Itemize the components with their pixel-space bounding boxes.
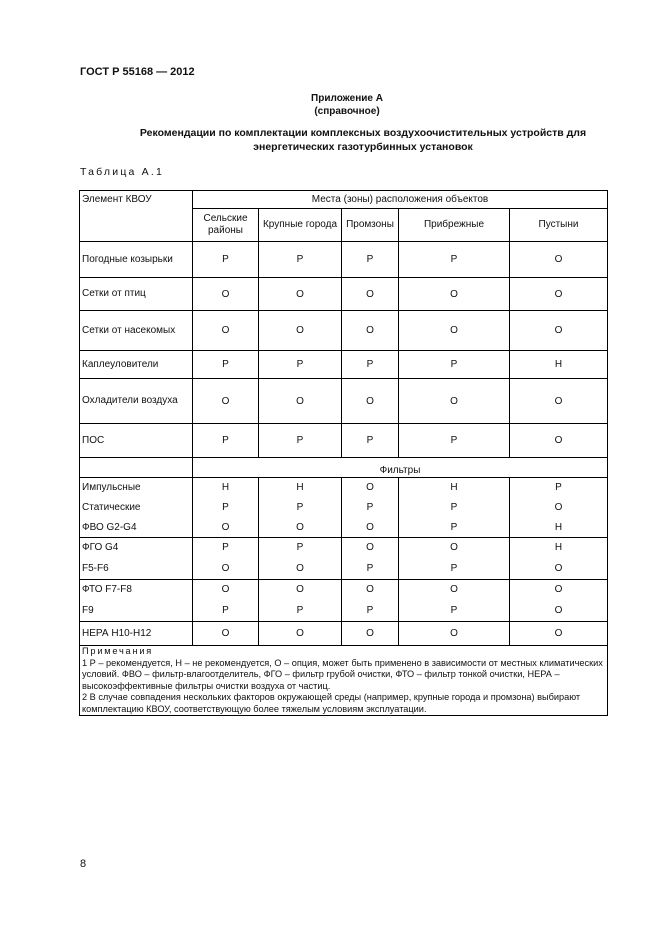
table-cell: Р bbox=[342, 498, 399, 518]
header-zone: Прибрежные bbox=[399, 209, 510, 242]
table-cell: Р bbox=[399, 242, 510, 278]
table-cell: О bbox=[193, 622, 259, 646]
table-cell: Р bbox=[399, 600, 510, 622]
header-zone: Промзоны bbox=[342, 209, 399, 242]
table-cell: Р bbox=[259, 498, 342, 518]
table-cell: О bbox=[259, 622, 342, 646]
table-cell: О bbox=[342, 622, 399, 646]
row-label: F9 bbox=[80, 600, 193, 622]
table-cell: О bbox=[259, 518, 342, 538]
row-label: Охладители воздуха bbox=[80, 379, 193, 424]
table-cell: О bbox=[399, 538, 510, 558]
row-label: Сетки от птиц bbox=[80, 278, 193, 311]
table-cell: О bbox=[342, 580, 399, 600]
row-label: Статические bbox=[80, 498, 193, 518]
table-cell: О bbox=[399, 278, 510, 311]
table-cell: О bbox=[510, 600, 608, 622]
table-cell: О bbox=[510, 498, 608, 518]
row-label: Импульсные bbox=[80, 478, 193, 498]
notes-block bbox=[80, 646, 608, 716]
table-cell: Р bbox=[193, 351, 259, 379]
table-cell: О bbox=[259, 311, 342, 351]
table-cell: О bbox=[510, 424, 608, 458]
table-row bbox=[80, 424, 608, 458]
header-zone: Пустыни bbox=[510, 209, 608, 242]
table-row bbox=[80, 600, 608, 622]
table-cell: Р bbox=[193, 538, 259, 558]
table-cell: О bbox=[510, 278, 608, 311]
table-cell: Н bbox=[259, 478, 342, 498]
table-cell: О bbox=[342, 478, 399, 498]
document-code: ГОСТ Р 55168 — 2012 bbox=[80, 66, 195, 78]
page-number: 8 bbox=[80, 858, 87, 870]
table-cell: О bbox=[399, 622, 510, 646]
note-item: 2 В случае совпадения нескольких факторов окружающей среды (например, крупные города и промзона) выбирают комплектацию КВОУ, соответствующую более тяжелым условиям эксплуатации. bbox=[82, 692, 581, 714]
table-cell: Н bbox=[399, 478, 510, 498]
row-label: НЕРА Н10-Н12 bbox=[80, 622, 193, 646]
table-cell: О bbox=[193, 311, 259, 351]
table-cell: О bbox=[399, 379, 510, 424]
table-cell: Р bbox=[259, 538, 342, 558]
table-row bbox=[80, 351, 608, 379]
table-cell: Р bbox=[399, 558, 510, 580]
row-label: ФГО G4 bbox=[80, 538, 193, 558]
table-cell: О bbox=[259, 379, 342, 424]
table-cell: О bbox=[342, 311, 399, 351]
table-cell: О bbox=[259, 558, 342, 580]
table-row bbox=[80, 478, 608, 498]
table-cell: Р bbox=[399, 518, 510, 538]
row-label: ПОС bbox=[80, 424, 193, 458]
table-cell: О bbox=[510, 242, 608, 278]
table-row bbox=[80, 622, 608, 646]
recommendations-table bbox=[79, 190, 608, 716]
annex-title: Приложение А bbox=[311, 93, 383, 104]
header-zone: Крупные города bbox=[259, 209, 342, 242]
table-cell: О bbox=[342, 278, 399, 311]
table-cell: Р bbox=[193, 498, 259, 518]
row-label: Сетки от насекомых bbox=[80, 311, 193, 351]
table-cell: О bbox=[259, 580, 342, 600]
filters-header-empty bbox=[80, 458, 193, 478]
table-row bbox=[80, 518, 608, 538]
table-cell: Р bbox=[510, 478, 608, 498]
table-row bbox=[80, 498, 608, 518]
table-cell: О bbox=[259, 278, 342, 311]
table-cell: О bbox=[342, 518, 399, 538]
table-cell: О bbox=[193, 379, 259, 424]
row-label: F5-F6 bbox=[80, 558, 193, 580]
table-cell: Р bbox=[193, 600, 259, 622]
table-row bbox=[80, 242, 608, 278]
table-cell: Р bbox=[399, 424, 510, 458]
table-cell: Р bbox=[342, 424, 399, 458]
table-cell: О bbox=[193, 278, 259, 311]
row-label: ФТО F7-F8 bbox=[80, 580, 193, 600]
table-cell: Н bbox=[510, 538, 608, 558]
table-cell: Р bbox=[259, 600, 342, 622]
table-cell: Н bbox=[510, 351, 608, 379]
table-cell: Р bbox=[342, 242, 399, 278]
table-cell: Р bbox=[399, 498, 510, 518]
table-cell: Р bbox=[399, 351, 510, 379]
table-cell: Р bbox=[193, 242, 259, 278]
table-cell: О bbox=[342, 379, 399, 424]
table-row bbox=[80, 538, 608, 558]
table-row bbox=[80, 379, 608, 424]
header-zone: Сельские районы bbox=[193, 209, 259, 242]
table-cell: О bbox=[510, 311, 608, 351]
filters-header: Фильтры bbox=[193, 458, 608, 478]
table-cell: О bbox=[342, 538, 399, 558]
table-cell: О bbox=[510, 558, 608, 580]
table-cell: Н bbox=[510, 518, 608, 538]
table-cell: О bbox=[510, 622, 608, 646]
table-cell: О bbox=[193, 558, 259, 580]
main-title: Рекомендации по комплектации комплексных воздухоочистительных устройств для энергетических газотурбинных установок bbox=[139, 127, 587, 153]
row-label: Погодные козырьки bbox=[80, 242, 193, 278]
annex-subtitle: (справочное) bbox=[314, 106, 380, 117]
table-caption: Таблица А.1 bbox=[80, 166, 165, 178]
table-cell: Н bbox=[193, 478, 259, 498]
notes-heading: Примечания bbox=[82, 646, 154, 656]
table-cell: Р bbox=[342, 558, 399, 580]
table-cell: О bbox=[510, 580, 608, 600]
table-cell: Р bbox=[342, 351, 399, 379]
table-cell: О bbox=[193, 518, 259, 538]
table-cell: Р bbox=[259, 351, 342, 379]
row-label: Каплеуловители bbox=[80, 351, 193, 379]
table-cell: Р bbox=[193, 424, 259, 458]
note-item: 1 Р – рекомендуется, Н – не рекомендуется, О – опция, может быть применено в зависимости от местных климатических условий. ФВО – фильтр-влагоотделитель, ФГО – фильтр грубой очистки, ФТО – фильтр тонкой очистки, НЕРА – высокоэффективные фильтры очистки воздуха от частиц. bbox=[82, 657, 603, 691]
table-cell: О bbox=[510, 379, 608, 424]
table-row bbox=[80, 558, 608, 580]
header-element: Элемент КВОУ bbox=[80, 191, 193, 242]
table-row bbox=[80, 278, 608, 311]
table-cell: Р bbox=[342, 600, 399, 622]
table-cell: О bbox=[193, 580, 259, 600]
table-row bbox=[80, 311, 608, 351]
table-cell: Р bbox=[259, 424, 342, 458]
table-cell: О bbox=[399, 311, 510, 351]
table-row bbox=[80, 580, 608, 600]
table-cell: О bbox=[399, 580, 510, 600]
table-cell: Р bbox=[259, 242, 342, 278]
header-places: Места (зоны) расположения объектов bbox=[193, 191, 608, 209]
row-label: ФВО G2-G4 bbox=[80, 518, 193, 538]
